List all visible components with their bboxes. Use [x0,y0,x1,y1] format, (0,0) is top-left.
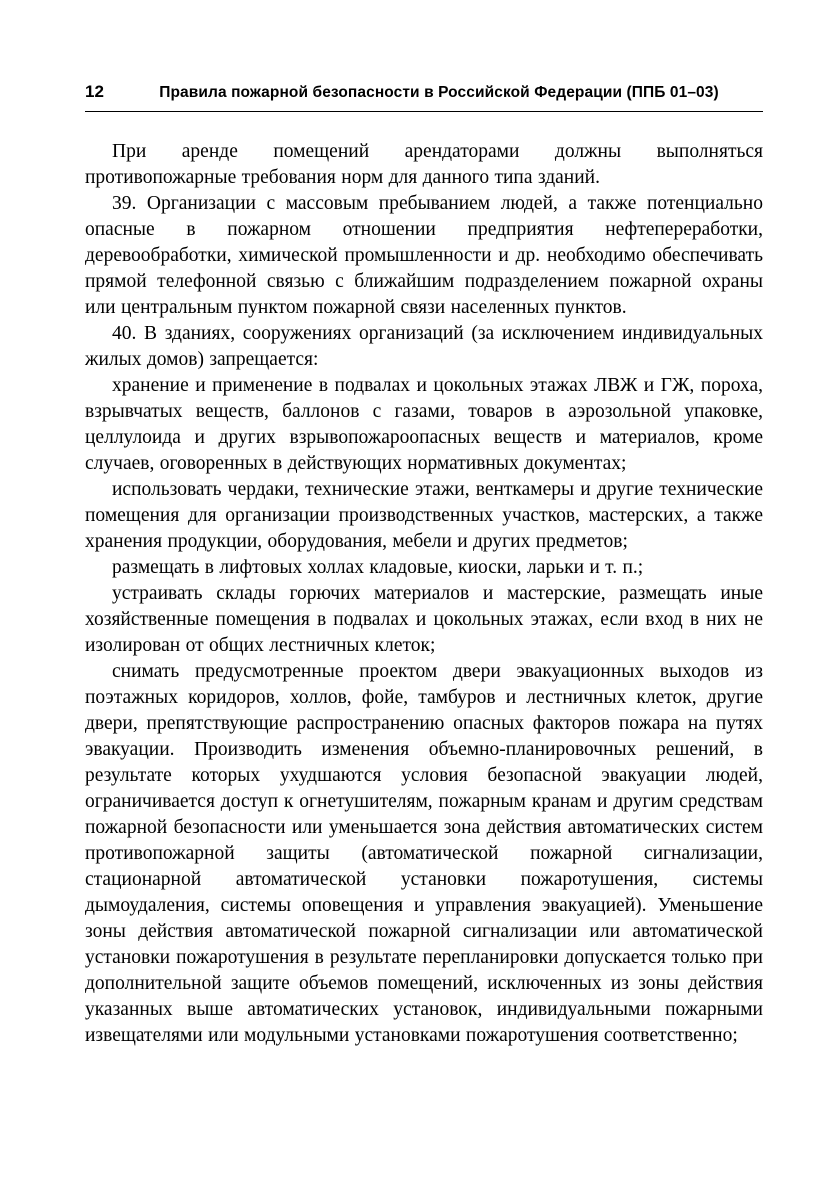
paragraph: размещать в лифтовых холлах кладовые, киоски, ларьки и т. п.; [112,557,644,578]
running-header-title: Правила пожарной безопасности в Российской Федерации (ППБ 01–03) [159,84,719,101]
paragraph: устраивать склады горючих материалов и мастерские, размещать иные хозяйственные помещения в подвалах и цокольных этажах, если вход в них не изолирован от общих лестничных клеток; [85,583,763,656]
paragraph: хранение и применение в подвалах и цокольных этажах ЛВЖ и ГЖ, пороха, взрывчатых веществ, баллонов с газами, товаров в аэрозольной упаковке, целлулоида и других взрывопожароопасных веществ и материалов, кроме случаев, оговоренных в действующих нормативных документах; [85,375,763,474]
paragraph: использовать чердаки, технические этажи, венткамеры и другие технические помещения для организации производственных участков, мастерских, а также хранения продукции, оборудования, мебели и других предметов; [85,479,763,552]
page-body [85,139,763,1049]
page-number: 12 [85,82,104,101]
paragraph: При аренде помещений арендаторами должны выполняться противопожарные требования норм для данного типа зданий. [85,141,763,188]
page-header [85,82,763,112]
paragraph: 39. Организации с массовым пребыванием людей, а также потенциально опасные в пожарном отношении предприятия нефтепереработки, деревообработки, химической промышленности и др. необходимо обеспечивать прямой телефонной связью с ближайшим подразделением пожарной охраны или центральным пунктом пожарной связи населенных пунктов. [85,193,763,318]
paragraph: 40. В зданиях, сооружениях организаций (за исключением индивидуальных жилых домов) запрещается: [85,323,763,370]
paragraph: снимать предусмотренные проектом двери эвакуационных выходов из поэтажных коридоров, холлов, фойе, тамбуров и лестничных клеток, другие двери, препятствующие распространению опасных факторов пожара на путях эвакуации. Производить изменения объемно-планировочных решений, в результате которых ухудшаются условия безопасной эвакуации людей, ограничивается доступ к огнетушителям, пожарным кранам и другим средствам пожарной безопасности или уменьшается зона действия автоматических систем противопожарной защиты (автоматической пожарной сигнализации, стационарной автоматической установки пожаротушения, системы дымоудаления, системы оповещения и управления эвакуацией). Уменьшение зоны действия автоматической пожарной сигнализации или автоматической установки пожаротушения в результате перепланировки допускается только при дополнительной защите объемов помещений, исключенных из зоны действия указанных выше автоматических установок, индивидуальными пожарными извещателями или модульными установками пожаротушения соответственно; [85,661,763,1046]
